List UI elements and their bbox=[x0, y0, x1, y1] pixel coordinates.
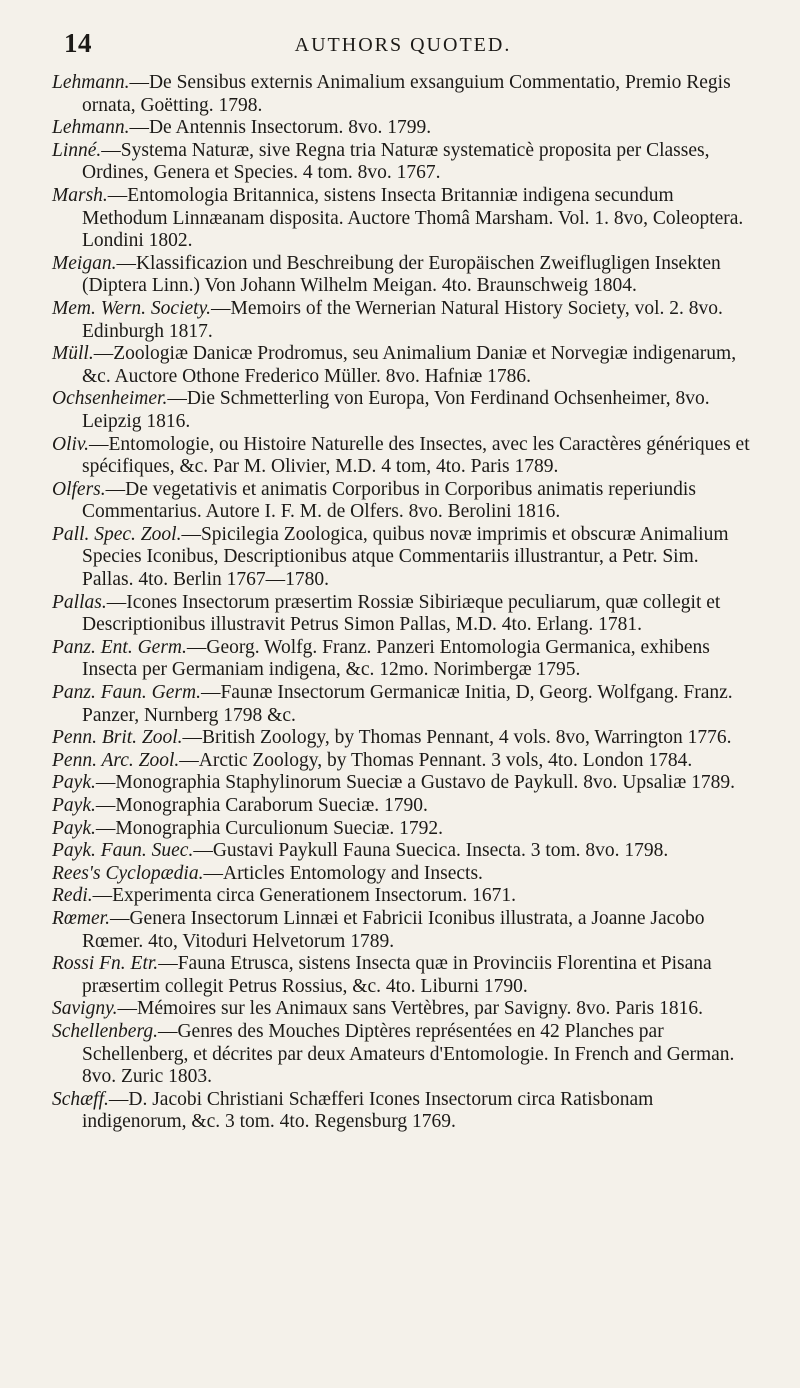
bibliography-entry bbox=[52, 592, 754, 637]
entry-citation: —Monographia Curculionum Sueciæ. 1792. bbox=[95, 817, 444, 839]
bibliography-entry bbox=[52, 140, 754, 185]
bibliography-entry bbox=[52, 388, 754, 433]
entry-citation: —Entomologia Britannica, sistens Insecta Britanniæ indigena secundum Methodum Linnæanam disposita. Auctore Thomâ Marsham. Vol. 1. 8vo, Coleoptera. Londini 1802. bbox=[82, 184, 744, 252]
entry-citation: —Zoologiæ Danicæ Prodromus, seu Animalium Daniæ et Norvegiæ indigenarum, &c. Auctore Othone Frederico Müller. 8vo. Hafniæ 1786. bbox=[82, 343, 737, 387]
bibliography-entry bbox=[52, 863, 754, 886]
entry-abbreviation: Rœmer. bbox=[52, 907, 110, 929]
entry-citation: —Systema Naturæ, sive Regna tria Naturæ systematicè proposita per Classes, Ordines, Genera et Species. 4 tom. 8vo. 1767. bbox=[82, 139, 710, 184]
bibliography-entry bbox=[52, 1021, 754, 1089]
entry-citation: —Memoirs of the Wernerian Natural History Society, vol. 2. 8vo. Edinburgh 1817. bbox=[82, 297, 723, 342]
entry-citation: —De Antennis Insectorum. 8vo. 1799. bbox=[129, 117, 432, 139]
entry-citation: —D. Jacobi Christiani Schæfferi Icones Insectorum circa Ratisbonam indigenorum, &c. 3 tom. 4to. Regensburg 1769. bbox=[82, 1088, 654, 1133]
entry-abbreviation: Rees's Cyclopædia. bbox=[52, 862, 204, 884]
entry-citation: —Faunæ Insectorum Germanicæ Initia, D, Georg. Wolfgang. Franz. Panzer, Nurnberg 1798 &c. bbox=[82, 682, 733, 726]
bibliography-entry bbox=[52, 524, 754, 592]
bibliography-entry bbox=[52, 185, 754, 253]
entry-citation: —De vegetativis et animatis Corporibus in Corporibus animatis reperiundis Commentarius. Autore I. F. M. de Olfers. 8vo. Berolini 1816. bbox=[82, 478, 696, 523]
entry-abbreviation: Marsh. bbox=[52, 184, 108, 206]
bibliography-entry bbox=[52, 750, 754, 773]
bibliography-entry bbox=[52, 953, 754, 998]
entry-citation: —Die Schmetterling von Europa, Von Ferdinand Ochsenheimer, 8vo. Leipzig 1816. bbox=[82, 388, 710, 432]
entry-citation: —British Zoology, by Thomas Pennant, 4 vols. 8vo, Warrington 1776. bbox=[182, 727, 732, 749]
bibliography-entry bbox=[52, 818, 754, 841]
entry-citation: —Monographia Caraborum Sueciæ. 1790. bbox=[95, 795, 428, 816]
entry-abbreviation: Panz. Faun. Germ. bbox=[52, 682, 201, 704]
entry-abbreviation: Penn. Arc. Zool. bbox=[52, 749, 180, 771]
entry-citation: —Arctic Zoology, by Thomas Pennant. 3 vols, 4to. London 1784. bbox=[179, 749, 693, 771]
entry-abbreviation: Schellenberg. bbox=[52, 1020, 158, 1042]
entry-abbreviation: Savigny. bbox=[52, 998, 118, 1020]
running-head: AUTHORS QUOTED. bbox=[294, 34, 512, 56]
bibliography-entry bbox=[52, 72, 754, 117]
entry-citation: —Spicilegia Zoologica, quibus novæ imprimis et obscuræ Animalium Species Iconibus, Descriptionibus atque Commentariis illustrantur, a Petr. Sim. Pallas. 4to. Berlin 1767—1780. bbox=[82, 523, 729, 591]
entry-abbreviation: Payk. Faun. Suec. bbox=[52, 840, 194, 862]
entry-citation: —Genera Insectorum Linnæi et Fabricii Iconibus illustrata, a Joanne Jacobo Rœmer. 4to, Vitoduri Helvetorum 1789. bbox=[82, 907, 705, 952]
page-number: 14 bbox=[64, 28, 92, 58]
entry-abbreviation: Payk. bbox=[52, 817, 96, 839]
bibliography-entry bbox=[52, 908, 754, 953]
entry-abbreviation: Pall. Spec. Zool. bbox=[52, 523, 182, 545]
entry-abbreviation: Lehmann. bbox=[52, 72, 130, 93]
bibliography-entry bbox=[52, 885, 754, 908]
entry-abbreviation: Mem. Wern. Society. bbox=[52, 297, 212, 319]
entry-citation: —Icones Insectorum præsertim Rossiæ Sibiriæque peculiarum, quæ collegit et Descriptionibus illustravit Petrus Simon Pallas, M.D. 4to. Erlang. 1781. bbox=[82, 591, 721, 636]
entry-abbreviation: Redi. bbox=[52, 885, 93, 907]
bibliography-entry bbox=[52, 343, 754, 388]
entry-abbreviation: Linné. bbox=[52, 139, 102, 161]
entry-citation: —Gustavi Paykull Fauna Suecica. Insecta. 3 tom. 8vo. 1798. bbox=[193, 840, 669, 862]
bibliography-entry bbox=[52, 795, 754, 818]
entry-abbreviation: Rossi Fn. Etr. bbox=[52, 953, 159, 975]
entry-citation: —Entomologie, ou Histoire Naturelle des Insectes, avec les Caractères génériques et spécifiques, &c. Par M. Olivier, M.D. 4 tom, 4to. Paris 1789. bbox=[82, 433, 750, 478]
bibliography-entry bbox=[52, 840, 754, 863]
entry-citation: —De Sensibus externis Animalium exsanguium Commentatio, Premio Regis ornata, Goëtting. 1798. bbox=[82, 72, 731, 116]
bibliography-entry bbox=[52, 253, 754, 298]
bibliography-entry bbox=[52, 298, 754, 343]
bibliography-entry bbox=[52, 117, 754, 140]
entry-abbreviation: Payk. bbox=[52, 795, 96, 816]
entry-abbreviation: Penn. Brit. Zool. bbox=[52, 727, 183, 749]
entry-abbreviation: Meigan. bbox=[52, 252, 117, 274]
entry-citation: —Articles Entomology and Insects. bbox=[203, 862, 483, 884]
entry-citation: —Monographia Staphylinorum Sueciæ a Gustavo de Paykull. 8vo. Upsaliæ 1789. bbox=[95, 772, 735, 794]
bibliography-entry bbox=[52, 727, 754, 750]
entry-abbreviation: Payk. bbox=[52, 772, 96, 794]
page-header bbox=[52, 28, 754, 72]
entry-citation: —Klassificazion und Beschreibung der Europäischen Zweiflugligen Insekten (Diptera Linn.) Von Johann Wilhelm Meigan. 4to. Braunschweig 1804. bbox=[82, 252, 721, 297]
entry-citation: —Fauna Etrusca, sistens Insecta quæ in Provinciis Florentina et Pisana præsertim collegit Petrus Rossius, &c. 4to. Liburni 1790. bbox=[82, 953, 712, 997]
entry-abbreviation: Pallas. bbox=[52, 591, 107, 613]
bibliography-entry bbox=[52, 998, 754, 1021]
entry-citation: —Georg. Wolfg. Franz. Panzeri Entomologia Germanica, exhibens Insecta per Germaniam indigena, &c. 12mo. Norimbergæ 1795. bbox=[82, 636, 710, 681]
entry-citation: —Genres des Mouches Diptères représentées en 42 Planches par Schellenberg, et décrites par deux Amateurs d'Entomologie. In French and German. 8vo. Zuric 1803. bbox=[82, 1020, 735, 1088]
entry-abbreviation: Müll. bbox=[52, 343, 94, 365]
entry-citation: —Mémoires sur les Animaux sans Vertèbres, par Savigny. 8vo. Paris 1816. bbox=[117, 998, 703, 1020]
entry-abbreviation: Ochsenheimer. bbox=[52, 388, 168, 410]
bibliography-entry bbox=[52, 772, 754, 795]
entry-abbreviation: Oliv. bbox=[52, 433, 90, 455]
bibliography-list bbox=[52, 72, 754, 1134]
entry-abbreviation: Lehmann. bbox=[52, 117, 130, 139]
bibliography-entry bbox=[52, 434, 754, 479]
entry-citation: —Experimenta circa Generationem Insectorum. 1671. bbox=[92, 885, 517, 907]
entry-abbreviation: Panz. Ent. Germ. bbox=[52, 636, 187, 658]
bibliography-entry bbox=[52, 479, 754, 524]
bibliography-entry bbox=[52, 1089, 754, 1134]
bibliography-entry bbox=[52, 637, 754, 682]
entry-abbreviation: Schæff. bbox=[52, 1088, 109, 1110]
bibliography-entry bbox=[52, 682, 754, 727]
entry-abbreviation: Olfers. bbox=[52, 478, 106, 500]
